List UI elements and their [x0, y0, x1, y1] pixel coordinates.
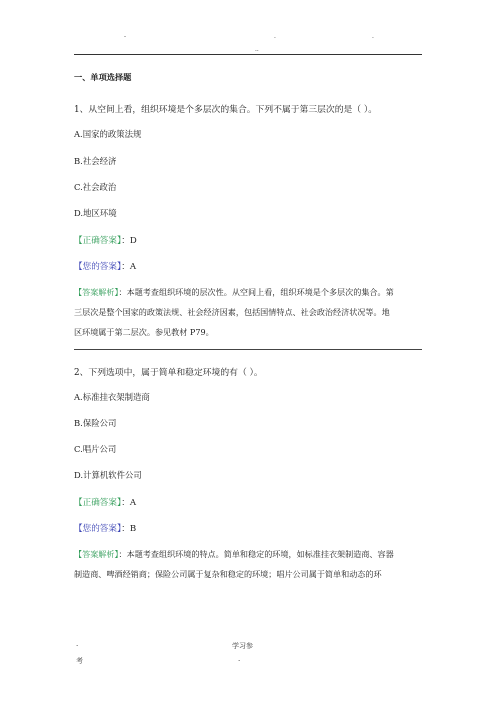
footer-text: 考 [76, 657, 83, 665]
correct-answer-label: 【正确答案】 [74, 498, 122, 508]
q2-analysis-line: 制造商、啤酒经销商；保险公司属于复杂和稳定的环境；唱片公司属于简单和动态的环 [74, 569, 382, 579]
footer-text: 学习参 [232, 642, 253, 650]
header-mark: .. [255, 46, 259, 53]
q1-correct-answer [74, 234, 137, 246]
q2-option-a: A.标准挂衣架制造商 [74, 392, 150, 402]
your-answer-label: 【您的答案】 [74, 524, 122, 534]
footer-mark: . [238, 655, 241, 663]
analysis-text: ：本题考查组织环境的特点。简单和稳定的环境，如标准挂衣架制造商、容器 [118, 549, 394, 559]
q1-option-a: A.国家的政策法规 [74, 129, 142, 139]
correct-answer-value: ：D [121, 236, 137, 246]
q2-correct-answer [74, 496, 136, 508]
correct-answer-value: ：A [121, 498, 137, 508]
q1-analysis-line: 区环境属于第二层次。参见教材 P79。 [74, 327, 214, 337]
q1-analysis-line [74, 287, 394, 298]
q2-option-c: C.唱片公司 [74, 444, 117, 454]
your-answer-value: ：B [121, 524, 137, 534]
header-rule [74, 54, 422, 55]
q1-your-answer [74, 260, 136, 272]
q1-option-b: B.社会经济 [74, 156, 117, 166]
question-separator [74, 349, 422, 350]
section-title: 一、单项选择题 [74, 72, 132, 82]
header-mark: . [274, 33, 276, 40]
analysis-label: 【答案解析】 [74, 549, 119, 559]
your-answer-label: 【您的答案】 [74, 262, 122, 272]
question-2: 2、下列选项中，属于简单和稳定环境的有（ ）。 [74, 368, 263, 378]
analysis-label: 【答案解析】 [74, 287, 119, 297]
q1-analysis-line: 三层次是整个国家的政策法规、社会经济因素，包括国情特点、社会政治经济状况等。地 [74, 307, 390, 317]
q2-your-answer [74, 522, 136, 534]
correct-answer-label: 【正确答案】 [74, 236, 122, 246]
header-mark: . [372, 33, 374, 40]
header-mark: - [124, 33, 127, 40]
your-answer-value: ：A [121, 262, 137, 272]
q1-option-c: C.社会政治 [74, 182, 117, 192]
q2-analysis-line [74, 549, 394, 560]
analysis-text: ：本题考查组织环境的层次性。从空间上看，组织环境是个多层次的集合。第 [118, 287, 394, 297]
question-1: 1、从空间上看，组织环境是个多层次的集合。下列不属于第三层次的是（ ）。 [74, 105, 378, 115]
q2-option-d: D.计算机软件公司 [74, 470, 142, 480]
q2-option-b: B.保险公司 [74, 418, 117, 428]
q1-option-d: D.地区环境 [74, 208, 117, 218]
footer-mark: . [76, 640, 79, 648]
